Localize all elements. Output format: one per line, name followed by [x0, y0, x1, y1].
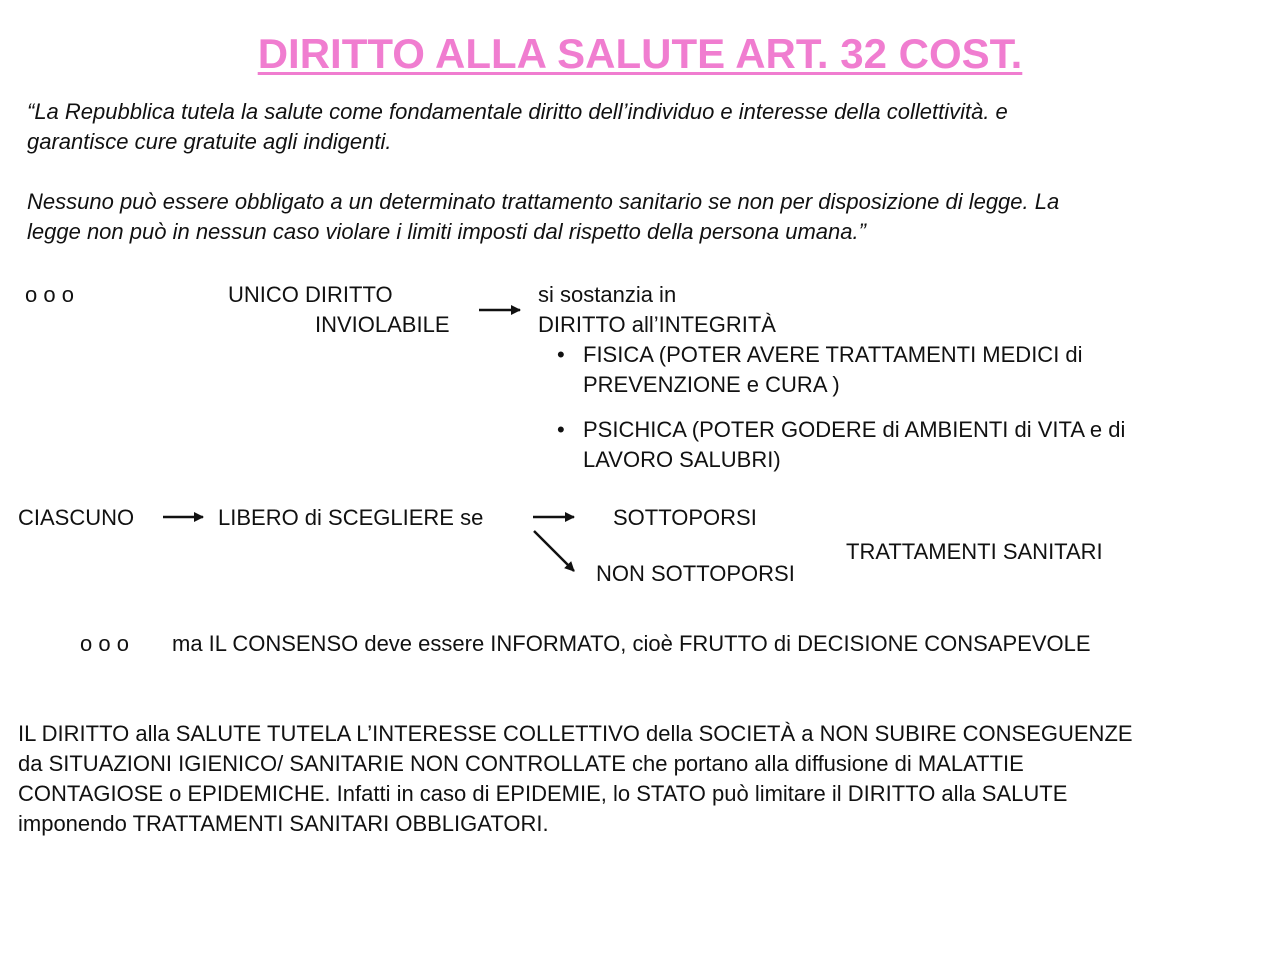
paragraph-line-3: CONTAGIOSE o EPIDEMICHE. Infatti in caso di EPIDEMIE, lo STATO può limitare il DIRITTO alla SALUTE — [18, 781, 1068, 806]
section1-marker: o o o — [25, 282, 74, 307]
sottoporsi-label: SOTTOPORSI — [613, 505, 757, 530]
page-title: DIRITTO ALLA SALUTE ART. 32 COST. — [257, 30, 1023, 77]
paragraph-line-2: da SITUAZIONI IGIENICO/ SANITARIE NON CONTROLLATE che portano alla diffusione di MALATTIE — [18, 751, 1024, 776]
unico-diritto-label: UNICO DIRITTO — [228, 282, 393, 307]
trattamenti-label: TRATTAMENTI SANITARI — [846, 539, 1103, 564]
integrita-label: DIRITTO all’INTEGRITÀ — [538, 312, 776, 337]
quote-line-2: garantisce cure gratuite agli indigenti. — [27, 129, 392, 154]
quote-line-4: legge non può in nessun caso violare i limiti imposti dal rispetto della persona umana.” — [27, 219, 866, 244]
bullet-fisica-line-2: PREVENZIONE e CURA ) — [583, 372, 840, 397]
non-sottoporsi-label: NON SOTTOPORSI — [596, 561, 795, 586]
libero-label: LIBERO di SCEGLIERE se — [218, 505, 484, 530]
bullet-fisica-line-1: FISICA (POTER AVERE TRATTAMENTI MEDICI di — [583, 342, 1083, 367]
arrow-diagonal-icon — [534, 531, 574, 571]
bullet-psichica-line-1: PSICHICA (POTER GODERE di AMBIENTI di VITA e di — [583, 417, 1126, 442]
quote-line-3: Nessuno può essere obbligato a un determinato trattamento sanitario se non per disposizione di legge. La — [27, 189, 1060, 214]
consenso-text: ma IL CONSENSO deve essere INFORMATO, cioè FRUTTO di DECISIONE CONSAPEVOLE — [172, 631, 1091, 656]
sostanzia-label: si sostanzia in — [538, 282, 677, 307]
inviolabile-label: INVIOLABILE — [315, 312, 450, 337]
bullet-icon: • — [557, 417, 565, 442]
section3-marker: o o o — [80, 631, 129, 656]
paragraph-line-4: imponendo TRATTAMENTI SANITARI OBBLIGATORI. — [18, 811, 549, 836]
paragraph-line-1: IL DIRITTO alla SALUTE TUTELA L’INTERESSE COLLETTIVO della SOCIETÀ a NON SUBIRE CONSEGUENZE — [18, 721, 1133, 746]
ciascuno-label: CIASCUNO — [18, 505, 135, 530]
bullet-icon: • — [557, 342, 565, 367]
quote-line-1: “La Repubblica tutela la salute come fondamentale diritto dell’individuo e interesse della collettività. e — [27, 99, 1008, 124]
bullet-psichica-line-2: LAVORO SALUBRI) — [583, 447, 781, 472]
